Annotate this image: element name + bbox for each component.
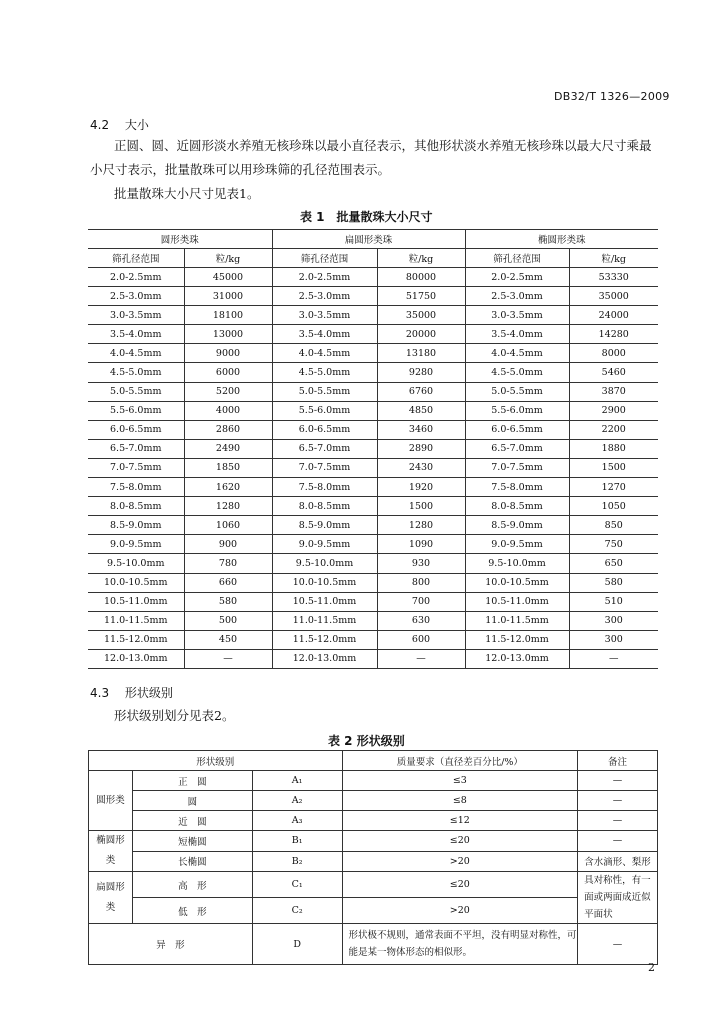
sieve-range-cell: 11.0-11.5mm bbox=[88, 611, 184, 630]
count-per-kg-cell: 300 bbox=[569, 630, 658, 649]
shape-name: 短椭圆 bbox=[132, 831, 252, 852]
shape-name: 近 圆 bbox=[132, 811, 252, 831]
count-per-kg-cell: — bbox=[377, 649, 465, 668]
table-row bbox=[88, 554, 658, 573]
count-per-kg-cell: 1620 bbox=[184, 478, 272, 497]
sieve-range-cell: 10.5-11.0mm bbox=[465, 592, 569, 611]
sieve-range-cell: 11.0-11.5mm bbox=[465, 611, 569, 630]
count-per-kg-cell: 5460 bbox=[569, 363, 658, 382]
count-per-kg-cell: — bbox=[569, 649, 658, 668]
count-per-kg-cell: 500 bbox=[184, 611, 272, 630]
sieve-range-cell: 11.5-12.0mm bbox=[465, 630, 569, 649]
table-row bbox=[88, 363, 658, 382]
sieve-range-cell: 3.0-3.5mm bbox=[88, 306, 184, 325]
count-per-kg-cell: 53330 bbox=[569, 268, 658, 287]
bulk-pearl-size-table bbox=[88, 229, 658, 669]
sieve-range-cell: 3.5-4.0mm bbox=[465, 325, 569, 344]
header-quality-requirement: 质量要求（直径差百分比/%） bbox=[342, 751, 578, 771]
page-number: 2 bbox=[648, 961, 655, 974]
sieve-range-cell: 11.5-12.0mm bbox=[88, 630, 184, 649]
sieve-range-cell: 8.5-9.0mm bbox=[88, 516, 184, 535]
count-per-kg-cell: 2900 bbox=[569, 401, 658, 420]
count-per-kg-cell: 31000 bbox=[184, 287, 272, 306]
group-label: 圆形类 bbox=[89, 771, 133, 831]
sieve-range-cell: 2.5-3.0mm bbox=[465, 287, 569, 306]
count-per-kg-cell: 1850 bbox=[184, 458, 272, 477]
quality-requirement: ≤20 bbox=[342, 872, 578, 898]
count-per-kg-cell: 300 bbox=[569, 611, 658, 630]
table-row bbox=[89, 924, 658, 965]
sieve-range-cell: 6.0-6.5mm bbox=[88, 420, 184, 439]
table-row bbox=[89, 831, 658, 852]
shape-code: B₁ bbox=[252, 831, 342, 852]
sieve-range-cell: 9.5-10.0mm bbox=[272, 554, 377, 573]
sieve-range-cell: 8.5-9.0mm bbox=[272, 516, 377, 535]
remark: — bbox=[578, 831, 658, 852]
header-remarks: 备注 bbox=[578, 751, 658, 771]
count-per-kg-cell: 4000 bbox=[184, 401, 272, 420]
remark: — bbox=[578, 791, 658, 811]
count-per-kg-cell: 8000 bbox=[569, 344, 658, 363]
table-row bbox=[88, 439, 658, 458]
col-header: 筛孔径范围 bbox=[88, 249, 184, 268]
count-per-kg-cell: 9000 bbox=[184, 344, 272, 363]
sieve-range-cell: 5.5-6.0mm bbox=[272, 401, 377, 420]
count-per-kg-cell: — bbox=[184, 649, 272, 668]
quality-requirement: >20 bbox=[342, 898, 578, 924]
count-per-kg-cell: 1090 bbox=[377, 535, 465, 554]
table-row bbox=[88, 478, 658, 497]
table-row bbox=[88, 401, 658, 420]
quality-requirement: >20 bbox=[342, 851, 578, 872]
table-row bbox=[88, 630, 658, 649]
count-per-kg-cell: 24000 bbox=[569, 306, 658, 325]
count-per-kg-cell: 580 bbox=[184, 592, 272, 611]
sieve-range-cell: 6.5-7.0mm bbox=[88, 439, 184, 458]
sieve-range-cell: 10.0-10.5mm bbox=[88, 573, 184, 592]
shape-name: 长椭圆 bbox=[132, 851, 252, 872]
count-per-kg-cell: 630 bbox=[377, 611, 465, 630]
sieve-range-cell: 6.0-6.5mm bbox=[272, 420, 377, 439]
table1-caption: 表 1 批量散珠大小尺寸 bbox=[300, 210, 433, 224]
count-per-kg-cell: 80000 bbox=[377, 268, 465, 287]
count-per-kg-cell: 750 bbox=[569, 535, 658, 554]
count-per-kg-cell: 45000 bbox=[184, 268, 272, 287]
count-per-kg-cell: 2430 bbox=[377, 458, 465, 477]
count-per-kg-cell: 930 bbox=[377, 554, 465, 573]
sieve-range-cell: 9.0-9.5mm bbox=[465, 535, 569, 554]
count-per-kg-cell: 2200 bbox=[569, 420, 658, 439]
sieve-range-cell: 6.0-6.5mm bbox=[465, 420, 569, 439]
table-row bbox=[88, 344, 658, 363]
remark: — bbox=[578, 924, 658, 965]
shape-code: C₁ bbox=[252, 872, 342, 898]
count-per-kg-cell: 35000 bbox=[377, 306, 465, 325]
count-per-kg-cell: 1920 bbox=[377, 478, 465, 497]
count-per-kg-cell: 3870 bbox=[569, 382, 658, 401]
table-row bbox=[88, 611, 658, 630]
table-row bbox=[88, 306, 658, 325]
shape-grade-table bbox=[88, 750, 658, 965]
sieve-range-cell: 9.0-9.5mm bbox=[88, 535, 184, 554]
table-row bbox=[88, 516, 658, 535]
document-code-header: DB32/T 1326—2009 bbox=[554, 90, 670, 103]
quality-requirement: ≤20 bbox=[342, 831, 578, 852]
count-per-kg-cell: 35000 bbox=[569, 287, 658, 306]
sieve-range-cell: 10.0-10.5mm bbox=[272, 573, 377, 592]
shape-code: D bbox=[252, 924, 342, 965]
sieve-range-cell: 9.5-10.0mm bbox=[88, 554, 184, 573]
count-per-kg-cell: 1880 bbox=[569, 439, 658, 458]
count-per-kg-cell: 1270 bbox=[569, 478, 658, 497]
count-per-kg-cell: 650 bbox=[569, 554, 658, 573]
table-row bbox=[89, 898, 658, 924]
sieve-range-cell: 11.5-12.0mm bbox=[272, 630, 377, 649]
table-row bbox=[89, 791, 658, 811]
count-per-kg-cell: 18100 bbox=[184, 306, 272, 325]
count-per-kg-cell: 700 bbox=[377, 592, 465, 611]
count-per-kg-cell: 51750 bbox=[377, 287, 465, 306]
table-row bbox=[88, 497, 658, 516]
count-per-kg-cell: 2490 bbox=[184, 439, 272, 458]
sieve-range-cell: 7.5-8.0mm bbox=[88, 478, 184, 497]
count-per-kg-cell: 1280 bbox=[184, 497, 272, 516]
sieve-range-cell: 2.0-2.5mm bbox=[465, 268, 569, 287]
count-per-kg-cell: 660 bbox=[184, 573, 272, 592]
col-header: 粒/kg bbox=[569, 249, 658, 268]
count-per-kg-cell: 850 bbox=[569, 516, 658, 535]
sieve-range-cell: 9.5-10.0mm bbox=[465, 554, 569, 573]
section-title: 大小 bbox=[124, 118, 149, 132]
sieve-range-cell: 2.0-2.5mm bbox=[272, 268, 377, 287]
table-row bbox=[88, 287, 658, 306]
header-shape-grade: 形状级别 bbox=[89, 751, 343, 771]
group-header-round: 圆形类珠 bbox=[88, 230, 272, 249]
shape-name: 正 圆 bbox=[132, 771, 252, 791]
sieve-range-cell: 8.0-8.5mm bbox=[272, 497, 377, 516]
table-row bbox=[88, 268, 658, 287]
quality-requirement: 形状极不规则，通常表面不平坦，没有明显对称性，可能是某一物体形态的相似形。 bbox=[342, 924, 578, 965]
col-header: 粒/kg bbox=[184, 249, 272, 268]
table-row bbox=[89, 771, 658, 791]
table-column-header-row bbox=[88, 249, 658, 268]
sieve-range-cell: 5.0-5.5mm bbox=[465, 382, 569, 401]
shape-name: 圆 bbox=[132, 791, 252, 811]
sieve-range-cell: 8.5-9.0mm bbox=[465, 516, 569, 535]
shape-name: 低 形 bbox=[132, 898, 252, 924]
section-number: 4.2 bbox=[90, 118, 110, 132]
table-row bbox=[88, 592, 658, 611]
remark: 具对称性，有一面或两面成近似平面状 bbox=[578, 872, 658, 924]
sieve-range-cell: 5.0-5.5mm bbox=[88, 382, 184, 401]
sieve-range-cell: 10.5-11.0mm bbox=[88, 592, 184, 611]
count-per-kg-cell: 1050 bbox=[569, 497, 658, 516]
table2-caption: 表 2 形状级别 bbox=[328, 734, 405, 748]
section-heading-4-2 bbox=[90, 116, 149, 133]
count-per-kg-cell: 5200 bbox=[184, 382, 272, 401]
count-per-kg-cell: 6000 bbox=[184, 363, 272, 382]
sieve-range-cell: 4.5-5.0mm bbox=[88, 363, 184, 382]
remark: — bbox=[578, 771, 658, 791]
col-header: 筛孔径范围 bbox=[465, 249, 569, 268]
sieve-range-cell: 9.0-9.5mm bbox=[272, 535, 377, 554]
shape-code: C₂ bbox=[252, 898, 342, 924]
shape-code: A₂ bbox=[252, 791, 342, 811]
count-per-kg-cell: 800 bbox=[377, 573, 465, 592]
count-per-kg-cell: 900 bbox=[184, 535, 272, 554]
count-per-kg-cell: 1500 bbox=[377, 497, 465, 516]
shape-code: B₂ bbox=[252, 851, 342, 872]
count-per-kg-cell: 1280 bbox=[377, 516, 465, 535]
sieve-range-cell: 4.0-4.5mm bbox=[465, 344, 569, 363]
sieve-range-cell: 8.0-8.5mm bbox=[88, 497, 184, 516]
sieve-range-cell: 2.5-3.0mm bbox=[88, 287, 184, 306]
count-per-kg-cell: 20000 bbox=[377, 325, 465, 344]
sieve-range-cell: 3.5-4.0mm bbox=[272, 325, 377, 344]
section-heading-4-3 bbox=[90, 684, 173, 701]
sieve-range-cell: 4.0-4.5mm bbox=[272, 344, 377, 363]
sieve-range-cell: 3.0-3.5mm bbox=[465, 306, 569, 325]
sieve-range-cell: 5.5-6.0mm bbox=[88, 401, 184, 420]
table1-reference: 批量散珠大小尺寸见表1。 bbox=[114, 186, 260, 201]
count-per-kg-cell: 14280 bbox=[569, 325, 658, 344]
sieve-range-cell: 2.0-2.5mm bbox=[88, 268, 184, 287]
sieve-range-cell: 7.0-7.5mm bbox=[88, 458, 184, 477]
shape-name: 异 形 bbox=[89, 924, 253, 965]
count-per-kg-cell: 9280 bbox=[377, 363, 465, 382]
sieve-range-cell: 6.5-7.0mm bbox=[465, 439, 569, 458]
count-per-kg-cell: 1500 bbox=[569, 458, 658, 477]
count-per-kg-cell: 6760 bbox=[377, 382, 465, 401]
sieve-range-cell: 12.0-13.0mm bbox=[88, 649, 184, 668]
sieve-range-cell: 10.5-11.0mm bbox=[272, 592, 377, 611]
count-per-kg-cell: 13000 bbox=[184, 325, 272, 344]
sieve-range-cell: 5.0-5.5mm bbox=[272, 382, 377, 401]
table-row bbox=[88, 382, 658, 401]
section-title: 形状级别 bbox=[124, 686, 173, 700]
sieve-range-cell: 10.0-10.5mm bbox=[465, 573, 569, 592]
sieve-range-cell: 7.5-8.0mm bbox=[465, 478, 569, 497]
count-per-kg-cell: 3460 bbox=[377, 420, 465, 439]
count-per-kg-cell: 780 bbox=[184, 554, 272, 573]
remark: — bbox=[578, 811, 658, 831]
count-per-kg-cell: 4850 bbox=[377, 401, 465, 420]
count-per-kg-cell: 510 bbox=[569, 592, 658, 611]
quality-requirement: ≤3 bbox=[342, 771, 578, 791]
sieve-range-cell: 12.0-13.0mm bbox=[465, 649, 569, 668]
sieve-range-cell: 4.0-4.5mm bbox=[88, 344, 184, 363]
size-description-line-1: 正圆、圆、近圆形淡水养殖无核珍珠以最小直径表示，其他形状淡水养殖无核珍珠以最大尺寸乘最 bbox=[114, 138, 652, 153]
sieve-range-cell: 8.0-8.5mm bbox=[465, 497, 569, 516]
sieve-range-cell: 11.0-11.5mm bbox=[272, 611, 377, 630]
sieve-range-cell: 7.0-7.5mm bbox=[272, 458, 377, 477]
sieve-range-cell: 4.5-5.0mm bbox=[465, 363, 569, 382]
count-per-kg-cell: 13180 bbox=[377, 344, 465, 363]
count-per-kg-cell: 450 bbox=[184, 630, 272, 649]
count-per-kg-cell: 2890 bbox=[377, 439, 465, 458]
group-label: 扁圆形类 bbox=[89, 872, 133, 924]
table-group-header-row bbox=[88, 230, 658, 249]
sieve-range-cell: 2.5-3.0mm bbox=[272, 287, 377, 306]
table-row bbox=[88, 325, 658, 344]
group-label: 椭圆形类 bbox=[89, 831, 133, 872]
col-header: 筛孔径范围 bbox=[272, 249, 377, 268]
count-per-kg-cell: 580 bbox=[569, 573, 658, 592]
table-header-row bbox=[89, 751, 658, 771]
remark: 含水滴形、梨形 bbox=[578, 851, 658, 872]
group-header-flat-round: 扁圆形类珠 bbox=[272, 230, 465, 249]
shape-code: A₃ bbox=[252, 811, 342, 831]
shape-name: 高 形 bbox=[132, 872, 252, 898]
sieve-range-cell: 3.5-4.0mm bbox=[88, 325, 184, 344]
group-header-oval: 椭圆形类珠 bbox=[465, 230, 658, 249]
count-per-kg-cell: 2860 bbox=[184, 420, 272, 439]
table-row bbox=[89, 851, 658, 872]
quality-requirement: ≤12 bbox=[342, 811, 578, 831]
sieve-range-cell: 3.0-3.5mm bbox=[272, 306, 377, 325]
table-row bbox=[88, 420, 658, 439]
sieve-range-cell: 5.5-6.0mm bbox=[465, 401, 569, 420]
table-row bbox=[88, 649, 658, 668]
col-header: 粒/kg bbox=[377, 249, 465, 268]
table-row bbox=[89, 872, 658, 898]
table-row bbox=[88, 458, 658, 477]
sieve-range-cell: 4.5-5.0mm bbox=[272, 363, 377, 382]
count-per-kg-cell: 1060 bbox=[184, 516, 272, 535]
table-row bbox=[88, 573, 658, 592]
sieve-range-cell: 7.5-8.0mm bbox=[272, 478, 377, 497]
sieve-range-cell: 6.5-7.0mm bbox=[272, 439, 377, 458]
table2-reference: 形状级别划分见表2。 bbox=[114, 708, 235, 723]
quality-requirement: ≤8 bbox=[342, 791, 578, 811]
table-row bbox=[89, 811, 658, 831]
size-description-line-2: 小尺寸表示，批量散珠可以用珍珠筛的孔径范围表示。 bbox=[90, 162, 391, 177]
count-per-kg-cell: 600 bbox=[377, 630, 465, 649]
table-row bbox=[88, 535, 658, 554]
section-number: 4.3 bbox=[90, 686, 110, 700]
sieve-range-cell: 12.0-13.0mm bbox=[272, 649, 377, 668]
shape-code: A₁ bbox=[252, 771, 342, 791]
sieve-range-cell: 7.0-7.5mm bbox=[465, 458, 569, 477]
